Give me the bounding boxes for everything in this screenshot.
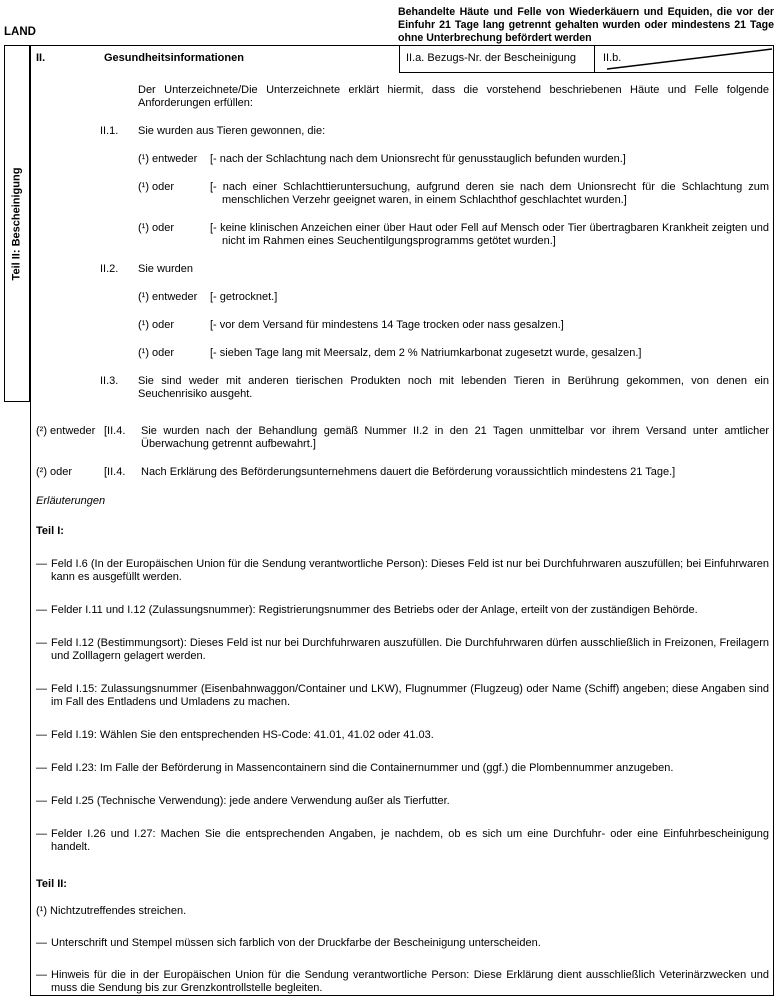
clause-text: Sie sind weder mit anderen tierischen Produkten noch mit lebenden Tieren in Berührung gekommen, von denen ein Seuchenrisiko ausgeht. (138, 375, 769, 400)
clause-ii-4-entweder (36, 425, 769, 451)
explanation-item (36, 637, 769, 663)
option-label: (¹) oder (138, 181, 175, 193)
certificate-reference-label: II.a. Bezugs-Nr. der Bescheinigung (406, 52, 576, 64)
explanation-item (36, 969, 769, 995)
option-text: [- keine klinischen Anzeichen einer über Haut oder Fell auf Mensch oder Tier übertragbaren Krankheit zeigten und nicht im Rahmen eines Seuchentilgungsprogramms getötet wurden.] (210, 222, 769, 247)
alt-number: [II.4. (104, 466, 126, 478)
explanation-text: Unterschrift und Stempel müssen sich farblich von der Druckfarbe der Bescheinigung unterscheiden. (51, 937, 541, 949)
explanation-item (36, 604, 769, 617)
option-text: [- sieben Tage lang mit Meersalz, dem 2 % Natriumkarbonat zugesetzt wurde, gesalzen.] (210, 347, 642, 359)
explanation-text: Felder I.26 und I.27: Machen Sie die entsprechenden Angaben, je nachdem, ob es sich um eine Durchfuhr- oder eine Einfuhrbescheinigung handelt. (51, 828, 769, 853)
option-label: (¹) oder (138, 319, 175, 331)
dash: — (36, 795, 47, 807)
dash: — (36, 969, 47, 981)
footnote-1: (¹) Nichtzutreffendes streichen. (36, 905, 187, 917)
option-text: [- nach der Schlachtung nach dem Unionsrecht für genusstauglich befunden wurden.] (210, 153, 626, 165)
explanation-text: Feld I.6 (In der Europäischen Union für die Sendung verantwortliche Person): Dieses Feld ist nur bei Durchfuhrwaren auszufüllen; bei Einfuhrwaren kann es ausgefüllt werden. (51, 558, 769, 583)
option-text: [- nach einer Schlachttieruntersuchung, aufgrund deren sie nach dem Unionsrecht für die Schlachtung zum menschlichen Verzehr geeignet waren, in einem Schlachthof geschlachtet wurden.] (210, 181, 769, 206)
explanation-text: Feld I.15: Zulassungsnummer (Eisenbahnwaggon/Container und LKW), Flugnummer (Flugzeug) oder Name (Schiff) angeben; diese Angaben sind im Fall des Entladens und Umladens zu machen. (51, 683, 769, 708)
dash: — (36, 558, 47, 570)
dash: — (36, 828, 47, 840)
explanation-item (36, 828, 769, 854)
option-row (138, 319, 769, 332)
clause-ii-1 (100, 125, 769, 138)
clause-text: Sie wurden aus Tieren gewonnen, die: (138, 125, 326, 137)
explanation-text: Felder I.11 und I.12 (Zulassungsnummer): Registrierungsnummer des Betriebs oder der Anlage, erteilt von der zuständigen Behörde. (51, 604, 698, 616)
declaration-intro: Der Unterzeichnete/Die Unterzeichnete erklärt hiermit, dass die vorstehend beschriebenen Häute und Felle folgende Anforderungen erfüllen: (138, 84, 769, 109)
explanation-text: Feld I.19: Wählen Sie den entsprechenden HS-Code: 41.01, 41.02 oder 41.03. (51, 729, 434, 741)
certificate-main-box (30, 45, 774, 996)
explanation-item (36, 795, 769, 808)
explanation-text: Feld I.12 (Bestimmungsort): Dieses Feld ist nur bei Durchfuhrwaren auszufüllen. Die Durchfuhrwaren dürfen ausschließlich in Freizonen, Freilagern und Zolllagern gelagert werden. (51, 637, 769, 662)
option-row (138, 222, 769, 248)
explanation-text: Feld I.25 (Technische Verwendung): jede andere Verwendung außer als Tierfutter. (51, 795, 450, 807)
section-header-row (31, 46, 773, 73)
part2-sidebar-tab (4, 45, 30, 402)
alt-text: Nach Erklärung des Beförderungsunternehmens dauert die Beförderung voraussichtlich mindestens 21 Tage.] (141, 466, 676, 478)
clause-text: Sie wurden (138, 263, 194, 275)
country-label: LAND (4, 26, 36, 38)
option-row (138, 347, 769, 360)
clause-number: II.2. (100, 263, 119, 275)
clause-number: II.1. (100, 125, 119, 137)
document-title: Behandelte Häute und Felle von Wiederkäuern und Equiden, die vor der Einfuhr 21 Tage lang getrennt gehalten wurden oder mindestens 21 Tage ohne Unterbrechung befördert werden (398, 6, 774, 44)
option-label: (¹) entweder (138, 153, 198, 165)
alt-number: [II.4. (104, 425, 126, 437)
iib-label: II.b. (603, 52, 622, 64)
clause-ii-2 (100, 263, 769, 276)
option-label: (¹) entweder (138, 291, 198, 303)
dash: — (36, 937, 47, 949)
part2-sidebar-label: Teil II: Bescheinigung (10, 167, 23, 280)
option-row (138, 153, 769, 166)
dash: — (36, 637, 47, 649)
part-ii-heading: Teil II: (36, 878, 67, 890)
explanation-item (36, 558, 769, 584)
explanation-item (36, 762, 769, 775)
section-number: II. (36, 52, 46, 64)
option-row (138, 181, 769, 207)
clause-ii-4-oder (36, 466, 769, 479)
alt-prefix: (²) oder (36, 466, 73, 478)
clause-ii-3 (100, 375, 769, 401)
health-information-header-cell (31, 46, 399, 73)
alt-prefix: (²) entweder (36, 425, 96, 437)
explanation-item (36, 683, 769, 709)
dash: — (36, 762, 47, 774)
explanation-item (36, 729, 769, 742)
dash: — (36, 729, 47, 741)
diagonal-strike-line-icon (595, 46, 774, 71)
option-text: [- vor dem Versand für mindestens 14 Tage trocken oder nass gesalzen.] (210, 319, 564, 331)
part-i-heading: Teil I: (36, 525, 64, 537)
iib-cell (594, 46, 774, 73)
section-title: Gesundheitsinformationen (104, 52, 244, 64)
dash: — (36, 683, 47, 695)
option-row (138, 291, 769, 304)
clause-number: II.3. (100, 375, 119, 387)
explanation-text: Feld I.23: Im Falle der Beförderung in Massencontainern sind die Containernummer und (ggf.) die Plombennummer anzugeben. (51, 762, 674, 774)
explanation-item (36, 937, 769, 950)
option-label: (¹) oder (138, 347, 175, 359)
option-text: [- getrocknet.] (210, 291, 278, 303)
option-label: (¹) oder (138, 222, 175, 234)
explanation-text: Hinweis für die in der Europäischen Union für die Sendung verantwortliche Person: Diese Erklärung dient ausschließlich Veterinärzwecken und muss die Sendung bis zur Grenzkontrollstelle begleiten. (51, 969, 769, 994)
explanations-heading: Erläuterungen (36, 495, 106, 507)
alt-text: Sie wurden nach der Behandlung gemäß Nummer II.2 in den 21 Tagen unmittelbar vor ihrem Versand unter amtlicher Überwachung getrennt aufbewahrt.] (141, 425, 769, 450)
certificate-reference-cell (399, 46, 594, 73)
dash: — (36, 604, 47, 616)
certificate-body (31, 73, 773, 995)
